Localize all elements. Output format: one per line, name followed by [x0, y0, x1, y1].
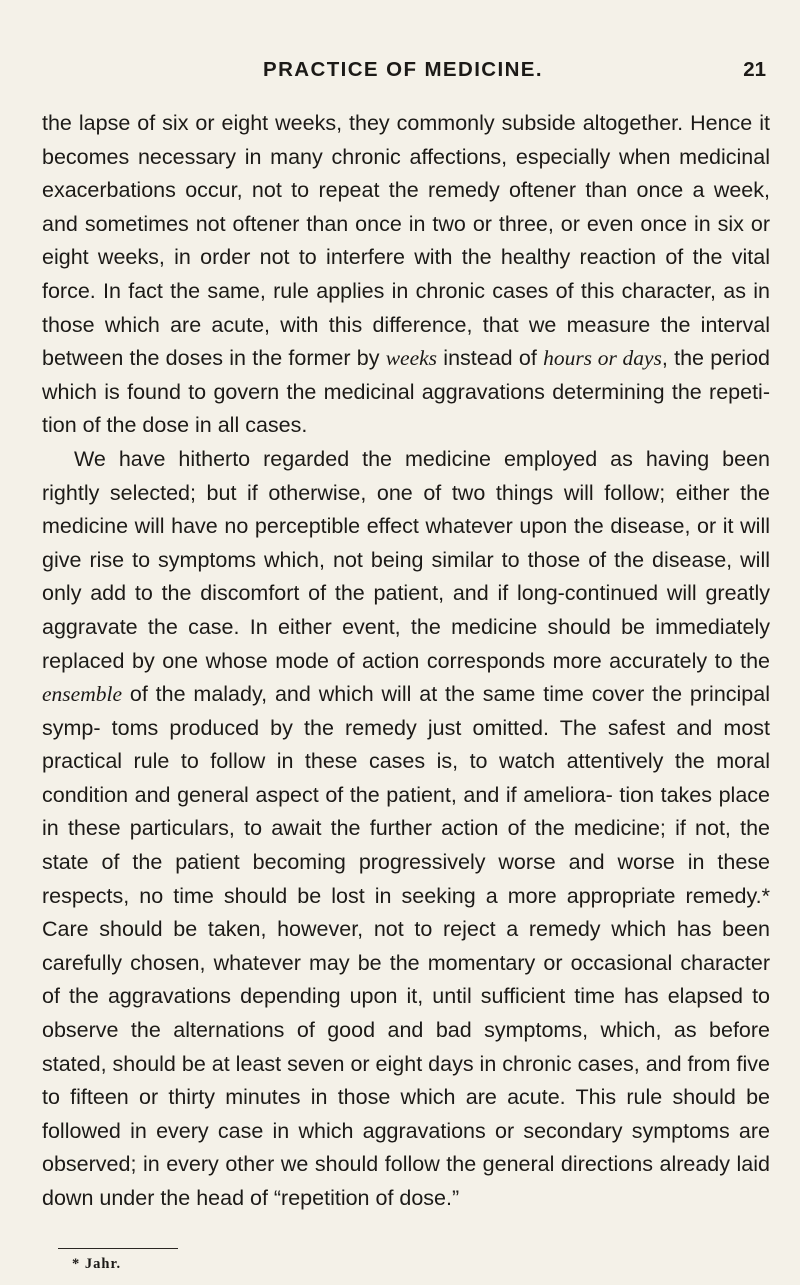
- paragraph-2-text-2: of the malady, and which will at the same time cover the principal symp- toms produced by the remedy just omitted. The safest and most practical rule to follow in these cases is, to watch attentively the moral condition and general aspect of the patient, and if ameliora- tion takes place in these particulars, to await the further action of the medicine; if not, the state of the patient becoming progressively worse and worse in these respects, no time should be lost in seeking a more appropriate remedy.* Care should be taken, however, not to reject a remedy which has been carefully chosen, whatever may be the momentary or occasional character of the aggravations depending upon it, until sufficient time has elapsed to observe the alternations of good and bad symptoms, which, as before stated, should be at least seven or eight days in chronic cases, and from five to fifteen or thirty minutes in those which are acute. This rule should be followed in every case in which aggravations or secondary symptoms are observed; in every other we should follow the general directions already laid down under the head of “repetition of dose.”: [42, 682, 770, 1210]
- italic-ensemble: ensemble: [42, 682, 122, 707]
- paragraph-1-text-3: , the period which is found to govern the medicinal aggravations determining the repeti- tion of the dose in all cases.: [42, 346, 770, 438]
- paragraph-1-text-2: instead of: [437, 346, 544, 371]
- italic-weeks: weeks: [385, 346, 438, 371]
- running-title: PRACTICE OF MEDICINE.: [263, 58, 543, 81]
- page-header: [40, 58, 766, 88]
- body-text: [42, 107, 770, 1216]
- footnote-divider: [58, 1248, 178, 1249]
- paragraph-1-text: the lapse of six or eight weeks, they commonly subside altogether. Hence it becomes necessary in many chronic affections, especially when medicinal exacerbations occur, not to repeat the remedy oftener than once a week, and sometimes not oftener than once in two or three, or even once in six or eight weeks, in order not to interfere with the healthy reaction of the vital force. In fact the same, rule applies in chronic cases of this character, as in those which are acute, with this difference, that we measure the interval between the doses in the former by: [42, 111, 770, 371]
- paragraph-1: [42, 107, 770, 443]
- page-number: 21: [743, 58, 766, 81]
- footnote: * Jahr.: [72, 1256, 122, 1272]
- italic-hours-or-days: hours or days: [543, 346, 662, 371]
- paragraph-2-text: We have hitherto regarded the medicine employed as having been rightly selected; but if otherwise, one of two things will follow; either the medicine will have no perceptible effect whatever upon the disease, or it will give rise to symptoms which, not being similar to those of the disease, will only add to the discomfort of the patient, and if long-continued will greatly aggravate the case. In either event, the medicine should be immediately replaced by one whose mode of action corresponds more accurately to the: [42, 446, 770, 673]
- paragraph-2: [42, 443, 770, 1216]
